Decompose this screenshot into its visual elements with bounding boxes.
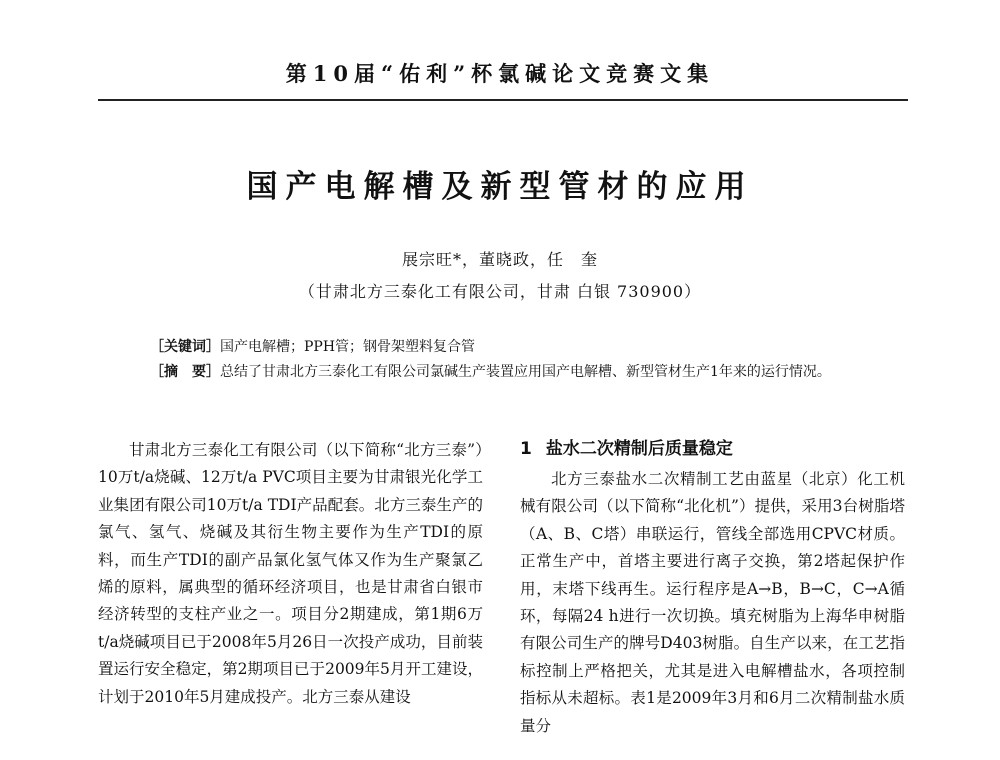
left-column [98, 437, 483, 711]
keywords-label: ［关键词］ [150, 339, 220, 355]
abstract-label: ［摘 要］ [150, 364, 220, 380]
author-list: 展宗旺*，董晓政，任 奎 [401, 250, 598, 269]
keywords-block [150, 336, 890, 358]
running-header: 第10届“佑利”杯氯碱论文竞赛文集 [285, 61, 715, 86]
section-paragraph: 北方三泰盐水二次精制工艺由蓝星（北京）化工机械有限公司（以下简称“北化机”）提供，采用3台树脂塔（A、B、C塔）串联运行，管线全部选用CPVC材质。正常生产中，首塔主要进行离子交换，第2塔起保护作用，末塔下线再生。运行程序是A→B，B→C，C→A循环，每隔24 h进行一次切换。填充树脂为上海华申树脂有限公司生产的牌号D403树脂。自生产以来，在工艺指标控制上严格把关，尤其是进入电解槽盐水，各项控制指标从未超标。表1是2009年3月和6月二次精制盐水质量分 [520, 470, 905, 735]
abstract-block [132, 359, 892, 385]
author-affiliation: （甘肃北方三泰化工有限公司，甘肃 白银 730900） [298, 282, 702, 301]
abstract-text: 总结了甘肃北方三泰化工有限公司氯碱生产装置应用国产电解槽、新型管材生产1年来的运行情况。 [220, 364, 831, 380]
section-number: 1 [520, 439, 532, 459]
intro-paragraph: 甘肃北方三泰化工有限公司（以下简称“北方三泰”）10万t/a烧碱、12万t/a PVC项目主要为甘肃银光化学工业集团有限公司10万t/a TDI产品配套。北方三泰生产的氯气、氢气、烧碱及其衍生物主要作为生产TDI的原料，而生产TDI的副产品氯化氢气体又作为生产聚氯乙烯的原料，属典型的循环经济项目，也是甘肃省白银市经济转型的支柱产业之一。项目分2期建成，第1期6万t/a烧碱项目已于2008年5月26日一次投产成功，目前装置运行安全稳定，第2期项目已于2009年5月开工建设，计划于2010年5月建成投产。北方三泰从建设 [98, 441, 483, 706]
article-title: 国产电解槽及新型管材的应用 [246, 169, 754, 205]
section-title: 盐水二次精制后质量稳定 [545, 439, 733, 459]
keywords-text: 国产电解槽；PPH管；钢骨架塑料复合管 [220, 339, 476, 355]
header-rule [98, 99, 908, 101]
right-column [520, 437, 905, 740]
section-heading [520, 437, 905, 461]
